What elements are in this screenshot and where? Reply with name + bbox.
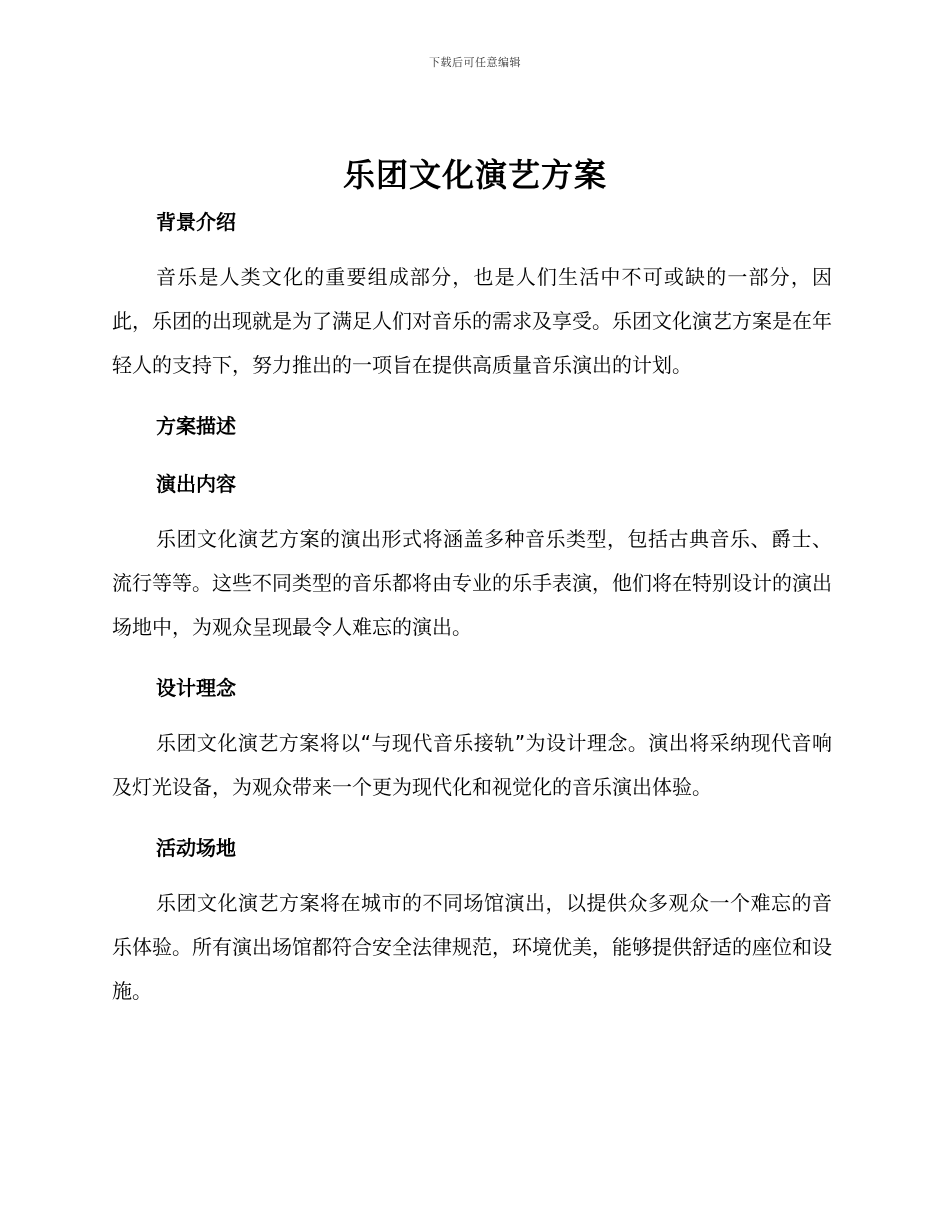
section-heading-background: 背景介绍: [156, 210, 236, 234]
document-title: 乐团文化演艺方案: [342, 156, 607, 194]
paragraph-content: 乐团文化演艺方案的演出形式将涵盖多种音乐类型，包括古典音乐、爵士、流行等等。这些不同类型的音乐都将由专业的乐手表演，他们将在特别设计的演出场地中，为观众呈现最令人难忘的演出。: [112, 527, 832, 639]
paragraph-venue: 乐团文化演艺方案将在城市的不同场馆演出，以提供众多观众一个难忘的音乐体验。所有演出场馆都符合安全法律规范，环境优美，能够提供舒适的座位和设施。: [112, 891, 832, 1003]
section-heading-content: 演出内容: [156, 472, 236, 496]
section-heading-venue: 活动场地: [156, 836, 236, 860]
paragraph-background: 音乐是人类文化的重要组成部分，也是人们生活中不可或缺的一部分，因此，乐团的出现就是为了满足人们对音乐的需求及享受。乐团文化演艺方案是在年轻人的支持下，努力推出的一项旨在提供高质量音乐演出的计划。: [112, 265, 832, 377]
section-heading-plan: 方案描述: [156, 414, 236, 438]
header-note: 下载后可任意编辑: [429, 56, 521, 69]
paragraph-design: 乐团文化演艺方案将以“与现代音乐接轨”为设计理念。演出将采纳现代音响及灯光设备，为观众带来一个更为现代化和视觉化的音乐演出体验。: [112, 731, 832, 799]
document-body: [112, 203, 832, 1013]
section-heading-design: 设计理念: [156, 676, 236, 700]
